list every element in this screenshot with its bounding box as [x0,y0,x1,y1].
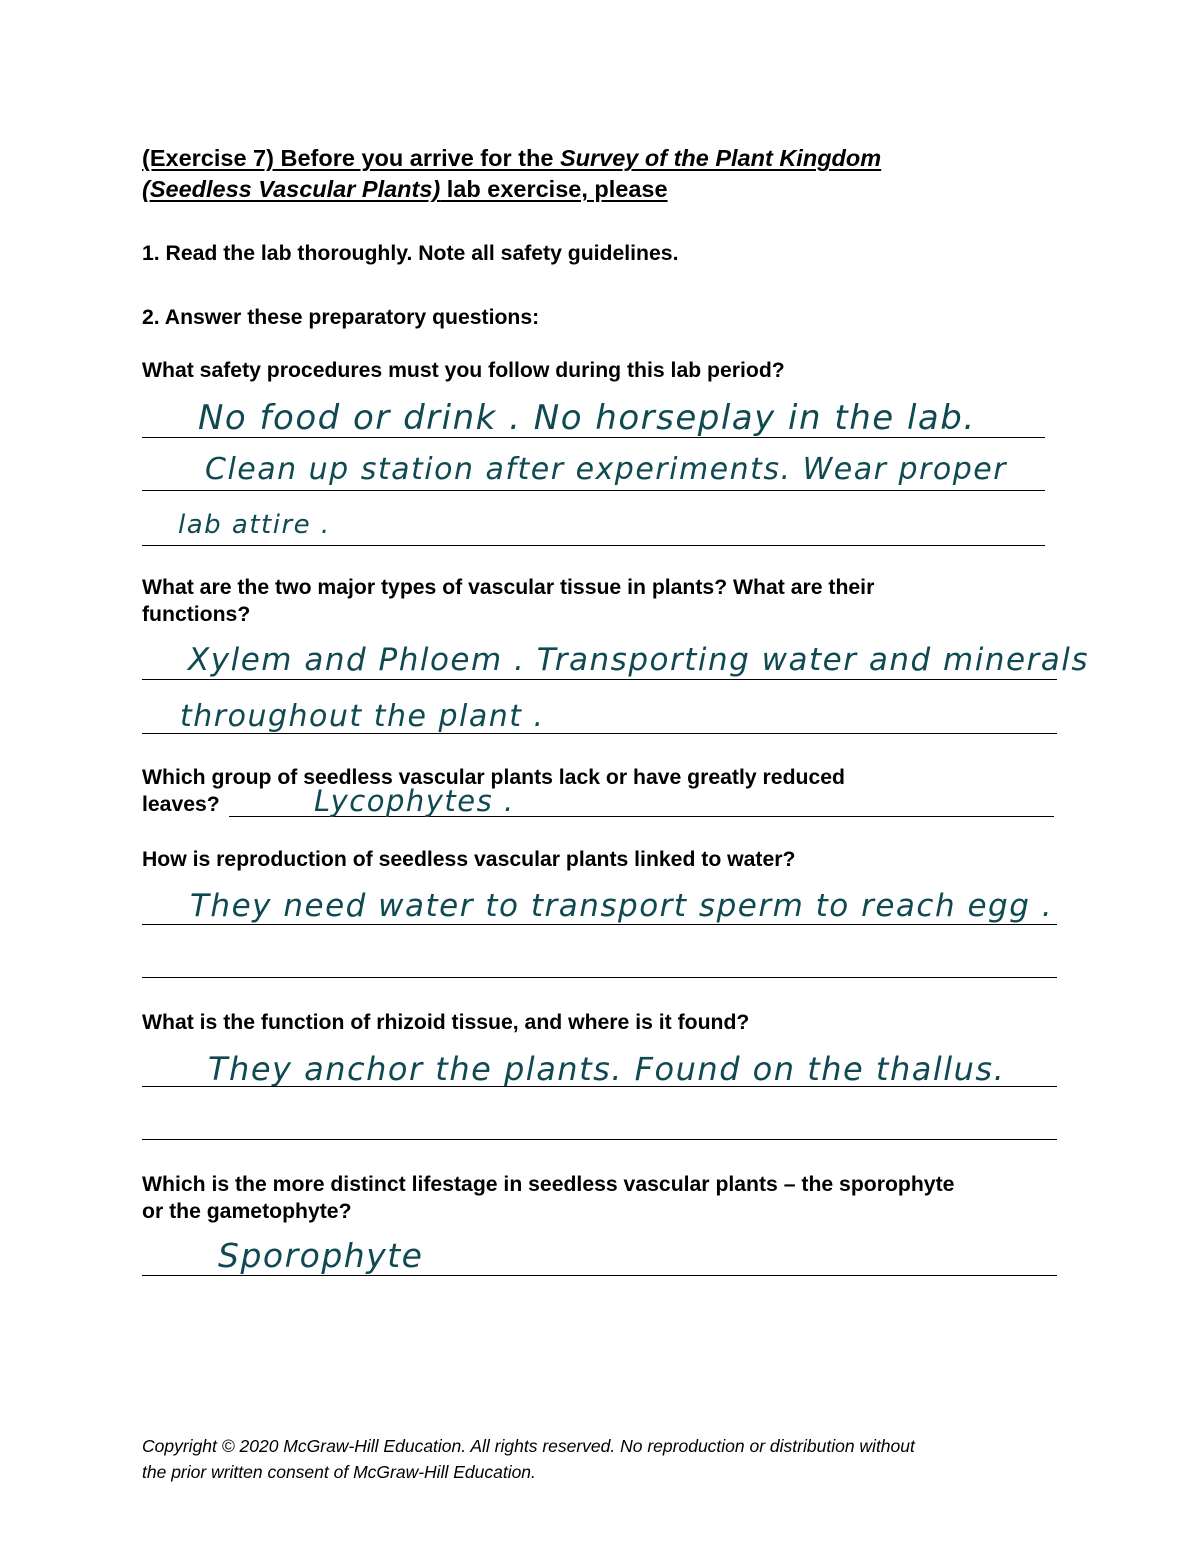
question-2-answer-line-1: Xylem and Phloem . Transporting water and minerals [188,642,1090,678]
question-6-answer: Sporophyte [218,1236,424,1275]
question-1-answer-line-2: Clean up station after experiments. Wear proper [205,452,1008,487]
answer-rule [142,1086,1057,1087]
question-6-prompt-line-1: Which is the more distinct lifestage in seedless vascular plants – the sporophyte [142,1173,955,1196]
instruction-step-1: 1. Read the lab thoroughly. Note all safety guidelines. [142,242,679,265]
title-text-2: lab exercise, please [440,176,668,202]
answer-rule [142,679,1057,680]
title-italic-text: Survey of the Plant Kingdom [559,145,882,171]
answer-rule [142,490,1045,491]
question-1-answer-line-3: lab attire . [178,510,331,540]
instruction-step-2: 2. Answer these preparatory questions: [142,306,540,329]
question-5-answer-line-1: They anchor the plants. Found on the thallus. [208,1050,1006,1088]
answer-rule [142,1275,1057,1276]
page-title [142,143,1062,205]
question-3-answer: Lycophytes . [314,784,515,818]
answer-rule [142,977,1057,978]
copyright-footer [142,1433,1102,1485]
answer-rule [142,1139,1057,1140]
question-1-prompt: What safety procedures must you follow during this lab period? [142,359,785,382]
question-2-answer-line-2: throughout the plant . [180,699,545,734]
title-italic-text-2: (Seedless Vascular Plants) [142,176,441,202]
question-1-answer-line-1: No food or drink . No horseplay in the lab. [198,398,976,438]
question-4-prompt: How is reproduction of seedless vascular plants linked to water? [142,848,796,871]
answer-rule [142,545,1045,546]
question-5-prompt: What is the function of rhizoid tissue, and where is it found? [142,1011,750,1034]
footer-line-1: Copyright © 2020 McGraw-Hill Education. All rights reserved. No reproduction or distribution without [142,1436,915,1456]
answer-rule [142,924,1057,925]
question-2-prompt-line-1: What are the two major types of vascular tissue in plants? What are their [142,576,875,599]
footer-line-2: the prior written consent of McGraw-Hill Education. [142,1462,536,1482]
answer-rule [142,733,1057,734]
question-2-prompt-line-2: functions? [142,603,251,626]
question-6-prompt-line-2: or the gametophyte? [142,1200,352,1223]
title-text: (Exercise 7) Before you arrive for the [142,145,560,171]
question-3-prompt-line-2: leaves? [142,793,220,816]
answer-rule [142,437,1045,438]
question-3-prompt-line-1: Which group of seedless vascular plants lack or have greatly reduced [142,766,845,789]
question-4-answer-line-1: They need water to transport sperm to reach egg . [190,888,1054,924]
